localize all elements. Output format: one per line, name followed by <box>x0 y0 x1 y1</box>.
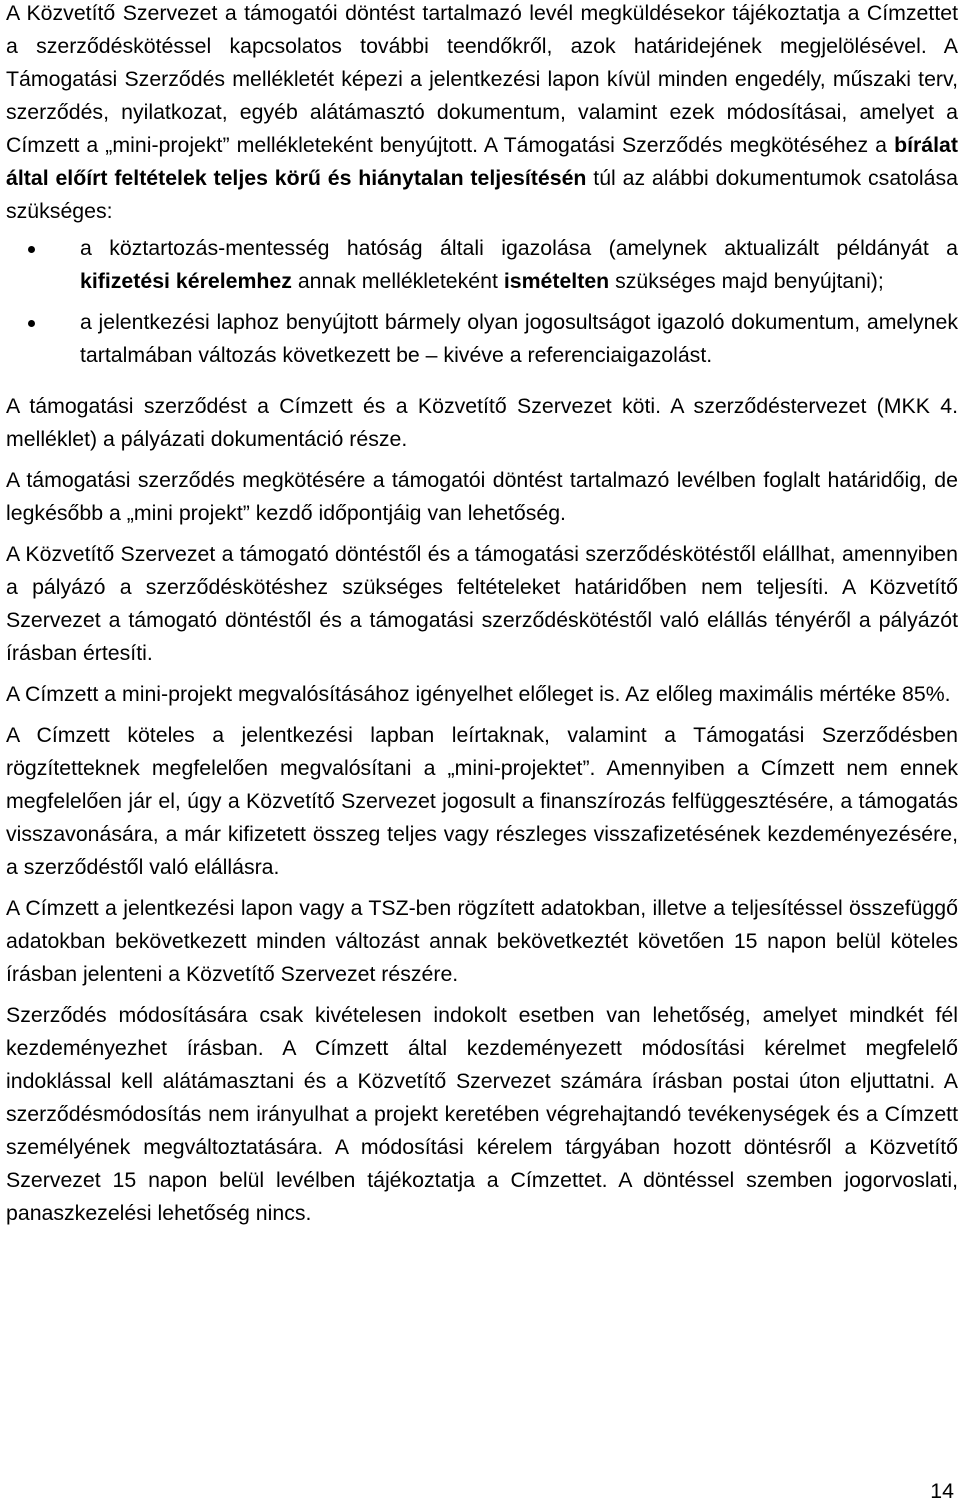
bold-emphasis: ismételten <box>503 269 610 293</box>
bold-emphasis: bírálat által előírt feltételek teljes körű és hiánytalan teljesítésén <box>6 133 958 190</box>
paragraph-advance-payment: A Címzett a mini-projekt megvalósításához igényelhet előleget is. Az előleg maximális mértéke 85%. <box>6 682 951 706</box>
paragraph-contract-deadline: A támogatási szerződés megkötésére a támogatói döntést tartalmazó levélben foglalt határidőig, de legkésőbb a „mini projekt” kezdő időpontjáig van lehetőség. <box>6 468 958 525</box>
page-number: 14 <box>930 1479 954 1503</box>
bullet-icon <box>28 246 35 253</box>
paragraph-withdrawal: A Közvetítő Szervezet a támogató döntéstől és a támogatási szerződéskötéstől elállhat, amennyiben a pályázó a szerződéskötéshez szükséges feltételeket határidőben nem teljesíti. A Közvetítő Szervezet a támogató döntéstől és a támogatási szerződéskötéstől való elállás tényéről a pályázót írásban értesíti. <box>6 542 958 665</box>
paragraph-contract-parties: A támogatási szerződést a Címzett és a Közvetítő Szervezet köti. A szerződéstervezet (MKK 4. melléklet) a pályázati dokumentáció része. <box>6 394 958 451</box>
paragraph-contract-attachments <box>6 0 958 228</box>
list-item <box>6 306 958 372</box>
list-item-text: a köztartozás-mentesség hatóság általi igazolása (amelynek aktualizált példányát a <box>80 236 958 260</box>
list-item <box>6 232 958 298</box>
paragraph-text: túl az alábbi dokumentumok csatolása szükséges: <box>6 166 958 223</box>
bullet-icon <box>28 320 35 327</box>
paragraph-text: A Közvetítő Szervezet a támogatói döntést tartalmazó levél megküldésekor tájékoztatja a Címzettet a szerződéskötéssel kapcsolatos további teendőkről, azok határidejének megjelölésével. A Támogatási Szerződés mellékletét képezi a jelentkezési lapon kívül minden engedély, műszaki terv, szerződés, nyilatkozat, egyéb alátámasztó dokumentum, valamint ezek módosításai, amelyet a Címzett a „mini-projekt” mellékleteként benyújtott. A Támogatási Szerződés megkötéséhez a <box>6 1 958 157</box>
required-documents-list <box>6 232 958 372</box>
list-item-text: annak mellékleteként <box>291 269 504 293</box>
document-page <box>6 0 958 1230</box>
paragraph-change-reporting: A Címzett a jelentkezési lapon vagy a TSZ-ben rögzített adatokban, illetve a teljesítéssel összefüggő adatokban bekövetkezett minden változást annak bekövetkeztét követően 15 napon belül köteles írásban jelenteni a Közvetítő Szervezet részére. <box>6 896 958 986</box>
list-item-text: a jelentkezési laphoz benyújtott bármely olyan jogosultságot igazoló dokumentum, amelynek tartalmában változás következett be – kivéve a referenciaigazolást. <box>80 310 958 367</box>
paragraph-obligations: A Címzett köteles a jelentkezési lapban leírtaknak, valamint a Támogatási Szerződésben rögzítetteknek megfelelően megvalósítani a „mini-projektet”. Amennyiben a Címzett nem ennek megfelelően jár el, úgy a Közvetítő Szervezet jogosult a finanszírozás felfüggesztésére, a támogatás visszavonására, a már kifizetett összeg teljes vagy részleges visszafizetésének kezdeményezésére, a szerződéstől való elállásra. <box>6 723 958 879</box>
paragraph-contract-modification: Szerződés módosítására csak kivételesen indokolt esetben van lehetőség, amelyet mindkét fél kezdeményezhet írásban. A Címzett által kezdeményezett módosítási kérelmet megfelelő indoklással kell alátámasztani és a Közvetítő Szervezet számára írásban postai úton eljuttatni. A szerződésmódosítás nem irányulhat a projekt keretében végrehajtandó tevékenységek és a Címzett személyének megváltoztatására. A módosítási kérelem tárgyában hozott döntésről a Közvetítő Szervezet 15 napon belül levélben tájékoztatja a Címzettet. A döntéssel szemben jogorvoslati, panaszkezelési lehetőség nincs. <box>6 1003 958 1225</box>
list-item-text: szükséges majd benyújtani); <box>609 269 884 293</box>
bold-emphasis: kifizetési kérelemhez <box>80 269 292 293</box>
